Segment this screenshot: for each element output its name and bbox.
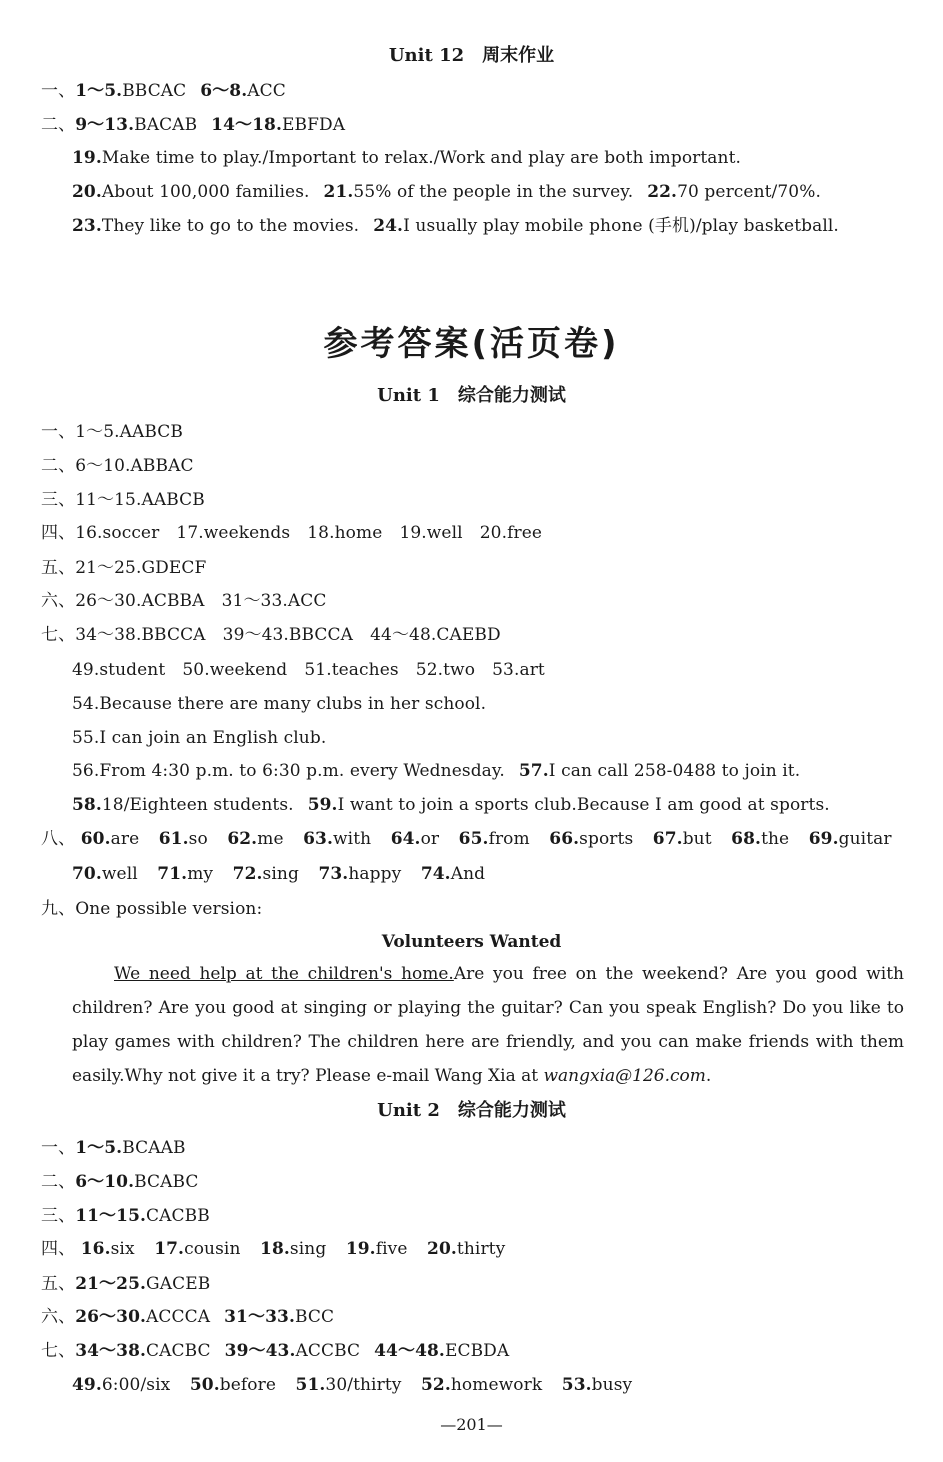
essay-title: Volunteers Wanted (381, 932, 562, 952)
unit2-line-1: 一、1～5.BCAAB (41, 1138, 186, 1158)
essay-paragraph: We need help at the children's home.Are you free on the weekend? Are you good with children? Are you good at singing or playing the guitar? Can you speak English? Do you like to play games with children? The children here are friendly, and you can make friends with them easily.Why not give it a try? Please e-mail Wang Xia at wangxia@126.com. (72, 964, 905, 1086)
unit2-line-3: 三、11～15.CACBB (41, 1206, 210, 1226)
unit12-line-1: 一、1～5.BBCAC 6～8.ACC (41, 81, 286, 101)
unit2-line-4: 四、 16.six 17.cousin 18.sing 19.five 20.thirty (41, 1239, 506, 1259)
main-title: 参考答案(活页卷) (323, 324, 620, 364)
unit1-line-11: 56.From 4:30 p.m. to 6:30 p.m. every Wednesday. 57.I can call 258-0488 to join it. (72, 761, 801, 781)
unit12-line-2: 二、9～13.BACAB 14～18.EBFDA (41, 115, 346, 135)
unit1-line-1: 一、1～5.AABCB (41, 422, 183, 442)
unit2-line-8: 49.6:00/six 50.before 51.30/thirty 52.homework 53.busy (72, 1375, 633, 1395)
unit1-line-9: 54.Because there are many clubs in her school. (72, 694, 487, 714)
unit1-line-2: 二、6～10.ABBAC (41, 456, 194, 476)
unit1-line-13: 八、 60.are 61.so 62.me 63.with 64.or 65.from 66.sports 67.but 68.the 69.guitar (41, 829, 892, 849)
unit1-title: Unit 1 综合能力测试 (377, 385, 566, 406)
unit2-title: Unit 2 综合能力测试 (377, 1100, 566, 1121)
unit1-line-12: 58.18/Eighteen students. 59.I want to join a sports club.Because I am good at sports. (72, 795, 830, 815)
page-number: —201— (440, 1415, 503, 1434)
unit1-line-7: 七、34～38.BBCCA 39～43.BBCCA 44～48.CAEBD (41, 625, 501, 645)
unit12-line-5: 23.They like to go to the movies. 24.I usually play mobile phone (手机)/play basketball. (72, 216, 839, 236)
unit12-line-4: 20.About 100,000 families. 21.55% of the people in the survey. 22.70 percent/70%. (72, 182, 821, 202)
unit12-line-3: 19.Make time to play./Important to relax./Work and play are both important. (72, 148, 742, 168)
unit1-line-6: 六、26～30.ACBBA 31～33.ACC (41, 591, 327, 611)
unit1-line-14: 70.well 71.my 72.sing 73.happy 74.And (72, 864, 486, 884)
unit2-line-7: 七、34～38.CACBC 39～43.ACCBC 44～48.ECBDA (41, 1341, 510, 1361)
essay-email: wangxia@126.com (543, 1066, 706, 1086)
unit1-line-8: 49.student 50.weekend 51.teaches 52.two 53.art (72, 660, 545, 680)
essay-underlined-sentence: We need help at the children's home. (114, 964, 454, 984)
unit1-line-4: 四、16.soccer 17.weekends 18.home 19.well 20.free (41, 523, 543, 543)
unit2-line-6: 六、26～30.ACCCA 31～33.BCC (41, 1307, 335, 1327)
unit1-line-10: 55.I can join an English club. (72, 728, 327, 748)
unit1-line-5: 五、21～25.GDECF (41, 558, 207, 578)
unit2-line-2: 二、6～10.BCABC (41, 1172, 199, 1192)
unit12-title: Unit 12 周末作业 (388, 45, 555, 66)
unit1-line-15: 九、One possible version: (41, 899, 263, 919)
unit1-line-3: 三、11～15.AABCB (41, 490, 205, 510)
unit2-line-5: 五、21～25.GACEB (41, 1274, 211, 1294)
